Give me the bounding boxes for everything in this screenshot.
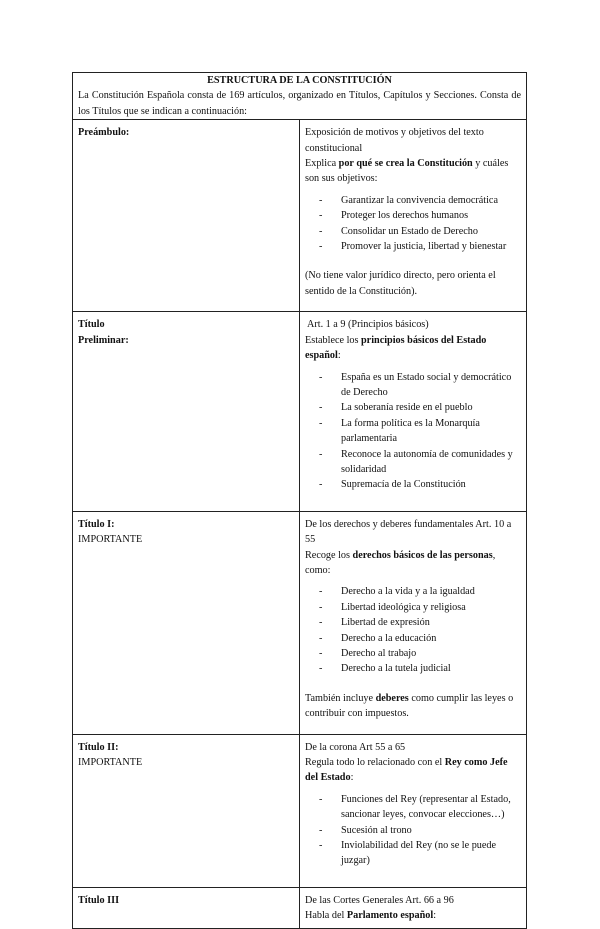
section-list xyxy=(305,370,521,493)
section-row-titulo-i xyxy=(73,511,527,734)
section-label-cell xyxy=(73,887,300,928)
section-label-cell xyxy=(73,120,300,312)
intro-text: La Constitución Española consta de 169 artículos, organizado en Títulos, Capítulos y Secciones. Consta de los Títulos que se indican a continuación: xyxy=(78,90,521,117)
constitution-structure-table xyxy=(72,72,527,929)
section-line2: Recoge los derechos básicos de las personas, como: xyxy=(305,549,496,576)
section-line2: Explica por qué se crea la Constitución y cuáles son sus objetivos: xyxy=(305,158,509,185)
section-sublabel: IMPORTANTE xyxy=(78,757,143,769)
header-row xyxy=(73,73,527,120)
section-line1: De la corona Art 55 a 65 xyxy=(305,741,406,753)
section-line1: Exposición de motivos y objetivos del texto constitucional xyxy=(305,127,484,154)
list-item: - Supremacía de la Constitución xyxy=(319,477,521,492)
section-row-titulo-iii xyxy=(73,887,527,928)
section-sublabel: IMPORTANTE xyxy=(78,534,143,546)
section-label-cell xyxy=(73,511,300,734)
section-content-cell xyxy=(300,120,527,312)
section-content-cell xyxy=(300,887,527,928)
section-row-titulo-preliminar xyxy=(73,312,527,511)
section-list xyxy=(305,792,521,869)
section-line2: Establece los principios básicos del Estado español: xyxy=(305,334,487,362)
list-item: - España es un Estado social y democrático de Derecho xyxy=(319,370,521,401)
section-label: Título III xyxy=(78,894,120,906)
list-item: - Derecho al trabajo xyxy=(319,646,521,661)
list-item: - Sucesión al trono xyxy=(319,823,521,838)
section-sublabel: Preliminar: xyxy=(78,334,129,346)
section-row-preambulo xyxy=(73,120,527,312)
list-item: - Derecho a la vida y a la igualdad xyxy=(319,584,521,599)
section-label: Título I: xyxy=(78,518,115,530)
section-label: Título xyxy=(78,319,105,331)
section-label: Título II: xyxy=(78,741,119,753)
list-item: - Promover la justicia, libertad y bienestar xyxy=(319,239,521,254)
section-label: Preámbulo: xyxy=(78,127,130,139)
section-content-cell xyxy=(300,312,527,511)
header-cell xyxy=(73,73,527,120)
section-label-cell xyxy=(73,312,300,511)
list-item: - Derecho a la tutela judicial xyxy=(319,661,521,676)
list-item: - La soberanía reside en el pueblo xyxy=(319,400,521,415)
section-line1: Art. 1 a 9 (Principios básicos) xyxy=(305,319,429,331)
section-content-cell xyxy=(300,511,527,734)
section-line1: De los derechos y deberes fundamentales Art. 10 a 55 xyxy=(305,518,512,546)
section-note: (No tiene valor jurídico directo, pero orienta el sentido de la Constitución). xyxy=(305,270,496,297)
section-list xyxy=(305,193,521,255)
section-row-titulo-ii xyxy=(73,734,527,887)
list-item: - Inviolabilidad del Rey (no se le puede juzgar) xyxy=(319,838,521,869)
list-item: - Consolidar un Estado de Derecho xyxy=(319,224,521,239)
section-list xyxy=(305,584,521,676)
document-title: ESTRUCTURA DE LA CONSTITUCIÓN xyxy=(207,75,392,86)
section-line1: De las Cortes Generales Art. 66 a 96 xyxy=(305,894,454,906)
section-line2: Regula todo lo relacionado con el Rey como Jefe del Estado: xyxy=(305,757,508,784)
list-item: - Derecho a la educación xyxy=(319,631,521,646)
section-note: También incluye deberes como cumplir las leyes o contribuir con impuestos. xyxy=(305,692,514,720)
list-item: - Reconoce la autonomía de comunidades y solidaridad xyxy=(319,447,521,478)
list-item: - Funciones del Rey (representar al Estado, sancionar leyes, convocar elecciones…) xyxy=(319,792,521,823)
list-item: - Libertad ideológica y religiosa xyxy=(319,600,521,615)
list-item: - Libertad de expresión xyxy=(319,615,521,630)
list-item: - Proteger los derechos humanos xyxy=(319,208,521,223)
section-label-cell xyxy=(73,734,300,887)
list-item: - Garantizar la convivencia democrática xyxy=(319,193,521,208)
section-line2: Habla del Parlamento español: xyxy=(305,910,437,922)
list-item: - La forma política es la Monarquía parlamentaria xyxy=(319,416,521,447)
section-content-cell xyxy=(300,734,527,887)
